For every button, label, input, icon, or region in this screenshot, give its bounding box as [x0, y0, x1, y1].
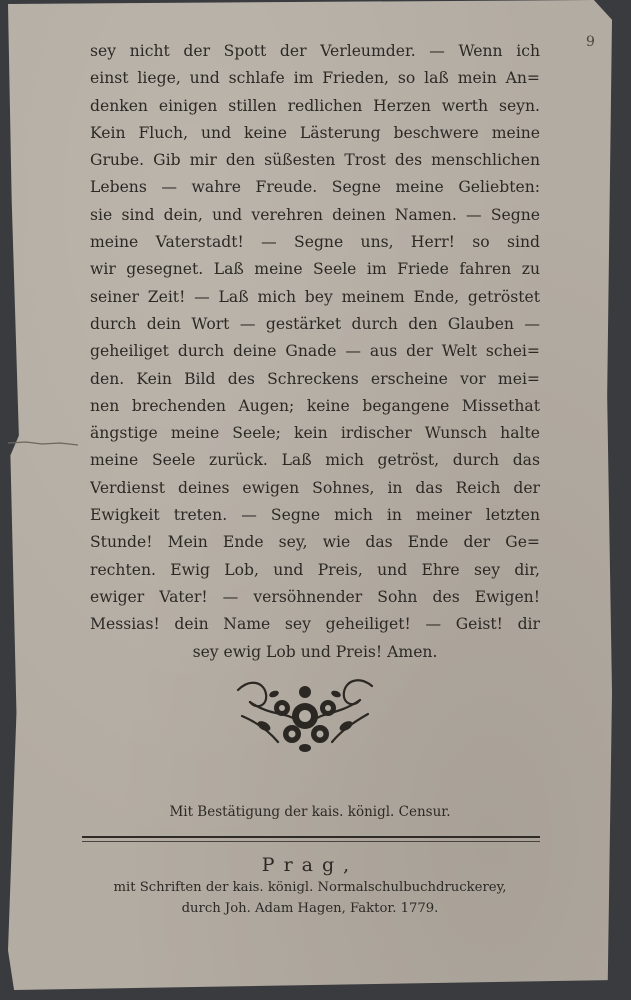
divider-rule-thin: [82, 841, 540, 842]
floral-vignette-icon: [230, 672, 380, 756]
text-line: Grube. Gib mir den süßesten Trost des menschlichen: [90, 151, 540, 170]
paper-tear: [8, 440, 78, 446]
imprint-publisher-year: durch Joh. Adam Hagen, Faktor. 1779.: [181, 901, 439, 916]
text-line: ängstige meine Seele; kein irdischer Wunsch halte: [90, 424, 540, 443]
text-line: Lebens — wahre Freude. Segne meine Geliebten:: [90, 178, 540, 197]
text-line: ewiger Vater! — versöhnender Sohn des Ewigen!: [90, 587, 540, 606]
imprint-printer: mit Schriften der kais. königl. Normalschulbuchdruckerey,: [113, 880, 507, 895]
text-line: meine Vaterstadt! — Segne uns, Herr! so sind: [90, 233, 540, 252]
text-line: denken einigen stillen redlichen Herzen werth seyn.: [90, 96, 540, 115]
prayer-text: [90, 38, 540, 666]
text-line: sey nicht der Spott der Verleumder. — Wenn ich: [90, 42, 540, 60]
text-line: nen brechenden Augen; keine begangene Missethat: [90, 396, 540, 415]
imprint-place: Prag,: [261, 854, 359, 876]
text-line: Messias! dein Name sey geheiliget! — Geist! dir: [90, 615, 540, 634]
text-line: Verdienst deines ewigen Sohnes, in das Reich der: [90, 478, 540, 497]
text-line-final: sey ewig Lob und Preis! Amen.: [192, 642, 438, 661]
text-line: Kein Fluch, und keine Lästerung beschwere meine: [90, 123, 540, 142]
corner-mark: 9: [586, 34, 595, 50]
text-line: seiner Zeit! — Laß mich bey meinem Ende, getröstet: [90, 287, 540, 306]
text-line: einst liege, und schlafe im Frieden, so laß mein An=: [90, 69, 540, 88]
text-line: den. Kein Bild des Schreckens erscheine vor mei=: [90, 369, 540, 388]
text-line: wir gesegnet. Laß meine Seele im Friede fahren zu: [90, 260, 540, 279]
text-line: Ewigkeit treten. — Segne mich in meiner letzten: [90, 506, 540, 525]
censorship-note: Mit Bestätigung der kais. königl. Censur.: [169, 804, 451, 820]
text-line: geheiliget durch deine Gnade — aus der Welt schei=: [90, 342, 540, 361]
text-line: meine Seele zurück. Laß mich getröst, durch das: [90, 451, 540, 470]
text-line: durch dein Wort — gestärket durch den Glauben —: [90, 314, 540, 333]
text-line: sie sind dein, und verehren deinen Namen. — Segne: [90, 205, 540, 224]
divider-rule: [82, 836, 540, 838]
text-line: rechten. Ewig Lob, und Preis, und Ehre sey dir,: [90, 560, 540, 579]
text-line: Stunde! Mein Ende sey, wie das Ende der Ge=: [90, 533, 540, 552]
